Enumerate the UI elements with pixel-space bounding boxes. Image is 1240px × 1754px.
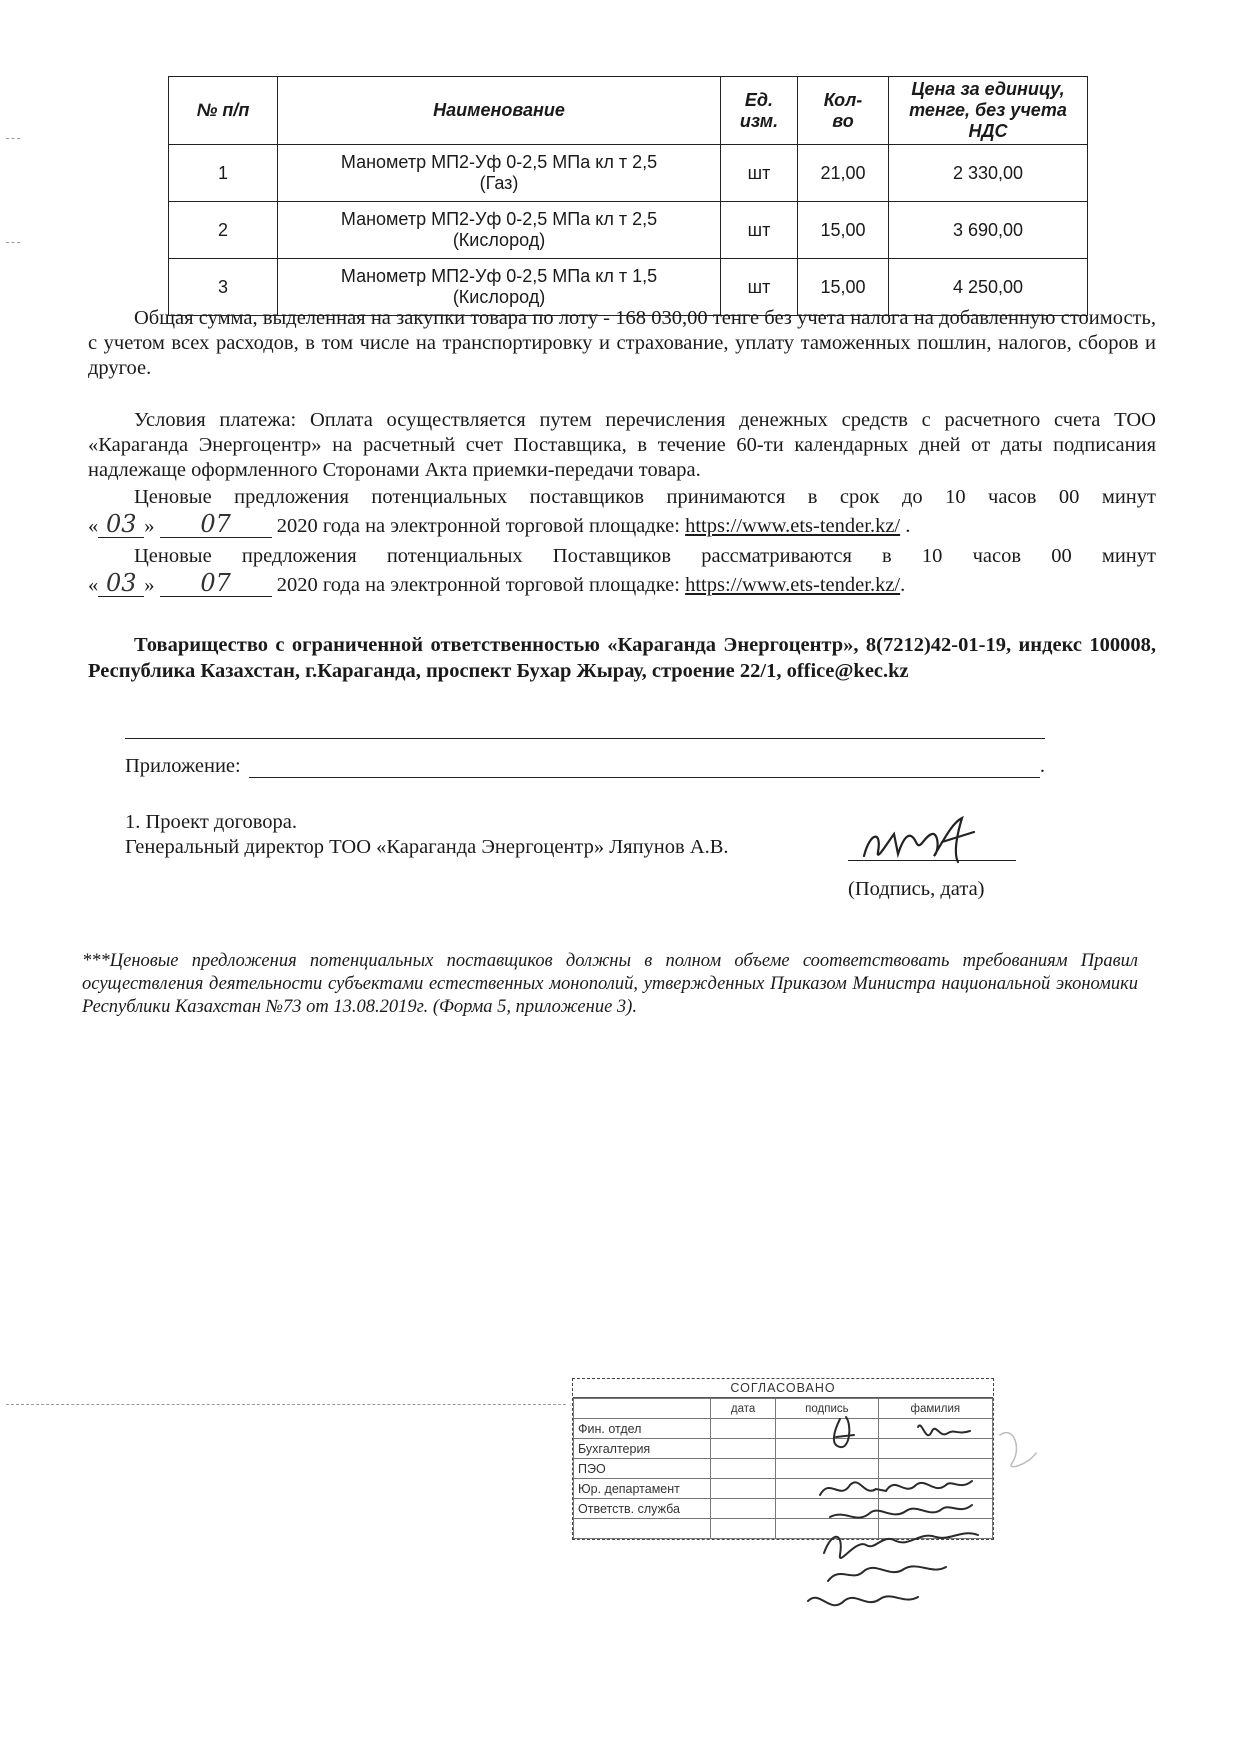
scan-mark [6, 138, 20, 139]
cell-price: 4 250,00 [889, 259, 1088, 316]
cell-qty: 15,00 [798, 259, 889, 316]
header-unit-line: Ед. [744, 89, 774, 110]
cell-num: 1 [169, 145, 278, 202]
acceptance-deadline [88, 485, 1156, 539]
cell-num: 2 [169, 202, 278, 259]
header-price-line: НДС [968, 121, 1008, 141]
cell-unit: шт [721, 145, 798, 202]
cell-name-line: Манометр МП2-Уф 0-2,5 МПа кл т 1,5 [340, 266, 658, 286]
tender-platform-link[interactable]: https://www.ets-tender.kz/ [685, 515, 901, 537]
stamp-col-sign: подпись [776, 1399, 878, 1419]
cell-name-line: (Кислород) [452, 287, 546, 307]
cell-name [278, 202, 721, 259]
quote-mark: » [144, 515, 155, 537]
appendix-label: Приложение: [125, 755, 241, 777]
stamp-row-label: Бухгалтерия [574, 1439, 711, 1459]
cell-qty: 15,00 [798, 202, 889, 259]
cell-unit: шт [721, 202, 798, 259]
table-row [169, 202, 1088, 259]
cell-unit: шт [721, 259, 798, 316]
acceptance-line-2: « 03 » 07 2020 года на электронной торговой площадке: https://www.ets-tender.kz/ . [88, 510, 911, 538]
stamp-title: СОГЛАСОВАНО [573, 1379, 993, 1398]
cell-num: 3 [169, 259, 278, 316]
handwritten-month: 07 [160, 512, 272, 538]
stamp-cell [711, 1519, 776, 1539]
review-text: 2020 года на электронной торговой площадке: [276, 574, 680, 596]
header-price-line: тенге, без учета [909, 100, 1067, 120]
stamp-row-label: Ответств. служба [574, 1499, 711, 1519]
review-time [88, 544, 1156, 598]
header-qty-line: Кол- [823, 89, 863, 110]
footnote: ***Ценовые предложения потенциальных поставщиков должны в полном объеме соответствовать требованиям Правил осуществления деятельности субъектами естественных монополий, утвержденных Приказом Министра национальной экономики Республики Казахстан №73 от 13.08.2019г. (Форма 5, приложение 3). [82, 951, 1138, 1017]
stamp-cell [711, 1459, 776, 1479]
acceptance-line-1: Ценовые предложения потенциальных поставщиков принимаются в срок до 10 часов 00 минут [134, 486, 1156, 508]
appendix-item: 1. Проект договора. [125, 811, 298, 833]
quote-mark: » [144, 574, 155, 596]
stamp-row-label: ПЭО [574, 1459, 711, 1479]
header-price [889, 77, 1088, 145]
stamp-col-name: фамилия [878, 1399, 992, 1419]
stamp-cell [574, 1519, 711, 1539]
stamp-cell [711, 1439, 776, 1459]
stamp-cell [711, 1479, 776, 1499]
cell-name-line: Манометр МП2-Уф 0-2,5 МПа кл т 2,5 [340, 209, 658, 229]
table-row [169, 145, 1088, 202]
review-line-1: Ценовые предложения потенциальных Поставщиков рассматриваются в 10 часов 00 минут [134, 545, 1156, 567]
header-price-line: Цена за единицу, [911, 79, 1065, 99]
header-unit-line: изм. [739, 110, 779, 131]
total-amount-paragraph: Общая сумма, выделенная на закупки товара по лоту - 168 030,00 тенге без учета налога на добавленную стоимость, с учетом всех расходов, в том числе на транспортировку и страхование, уплату таможенных пошлин, налогов, сборов и другое. [88, 307, 1156, 379]
cell-price: 2 330,00 [889, 145, 1088, 202]
review-line-2: « 03 » 07 2020 года на электронной торговой площадке: https://www.ets-tender.kz/. [88, 569, 906, 597]
director-signature [858, 812, 1008, 872]
cell-name-line: Манометр МП2-Уф 0-2,5 МПа кл т 2,5 [340, 152, 658, 172]
appendix-row: Приложение: . [125, 755, 1045, 777]
handwritten-day: 03 [98, 512, 144, 538]
items-table [168, 76, 1088, 316]
acceptance-text: 2020 года на электронной торговой площадке: [276, 515, 680, 537]
tender-platform-link[interactable]: https://www.ets-tender.kz/ [685, 574, 901, 596]
stamp-corner [574, 1399, 711, 1419]
payment-terms-paragraph: Условия платежа: Оплата осуществляется путем перечисления денежных средств с расчетного счета ТОО «Караганда Энергоцентр» на расчетный счет Поставщика, в течение 60-ти календарных дней от даты подписания надлежаще оформленного Сторонами Акта приемки-передачи товара. [88, 409, 1156, 481]
header-qty-line: во [832, 110, 854, 131]
cell-name [278, 145, 721, 202]
stamp-row-label: Юр. департамент [574, 1479, 711, 1499]
header-qty [798, 77, 889, 145]
cell-name-line: (Газ) [479, 173, 519, 193]
cell-price: 3 690,00 [889, 202, 1088, 259]
stamp-cell [711, 1499, 776, 1519]
company-details: Товарищество с ограниченной ответственностью «Караганда Энергоцентр», 8(7212)42-01-19, индекс 100008, Республика Казахстан, г.Караганда, проспект Бухар Жырау, строение 22/1, office@kec.kz [88, 634, 1156, 682]
quote-mark: « [88, 574, 99, 596]
signer-line: Генеральный директор ТОО «Караганда Энергоцентр» Ляпунов А.В. [125, 836, 729, 858]
stamp-col-date: дата [711, 1399, 776, 1419]
stamp-row-label: Фин. отдел [574, 1419, 711, 1439]
handwritten-month: 07 [160, 571, 272, 597]
table-header-row [169, 77, 1088, 145]
cell-qty: 21,00 [798, 145, 889, 202]
approval-signatures [800, 1405, 1060, 1625]
header-unit [721, 77, 798, 145]
scan-fold-line [6, 1404, 566, 1405]
handwritten-day: 03 [98, 571, 144, 597]
stamp-cell [711, 1419, 776, 1439]
signature-caption: (Подпись, дата) [848, 878, 985, 900]
cell-name-line: (Кислород) [452, 230, 546, 250]
quote-mark: « [88, 515, 99, 537]
appendix-blank [249, 776, 1040, 778]
scan-mark [6, 242, 20, 243]
header-name: Наименование [278, 77, 721, 145]
header-num: № п/п [169, 77, 278, 145]
divider-line [125, 738, 1045, 739]
